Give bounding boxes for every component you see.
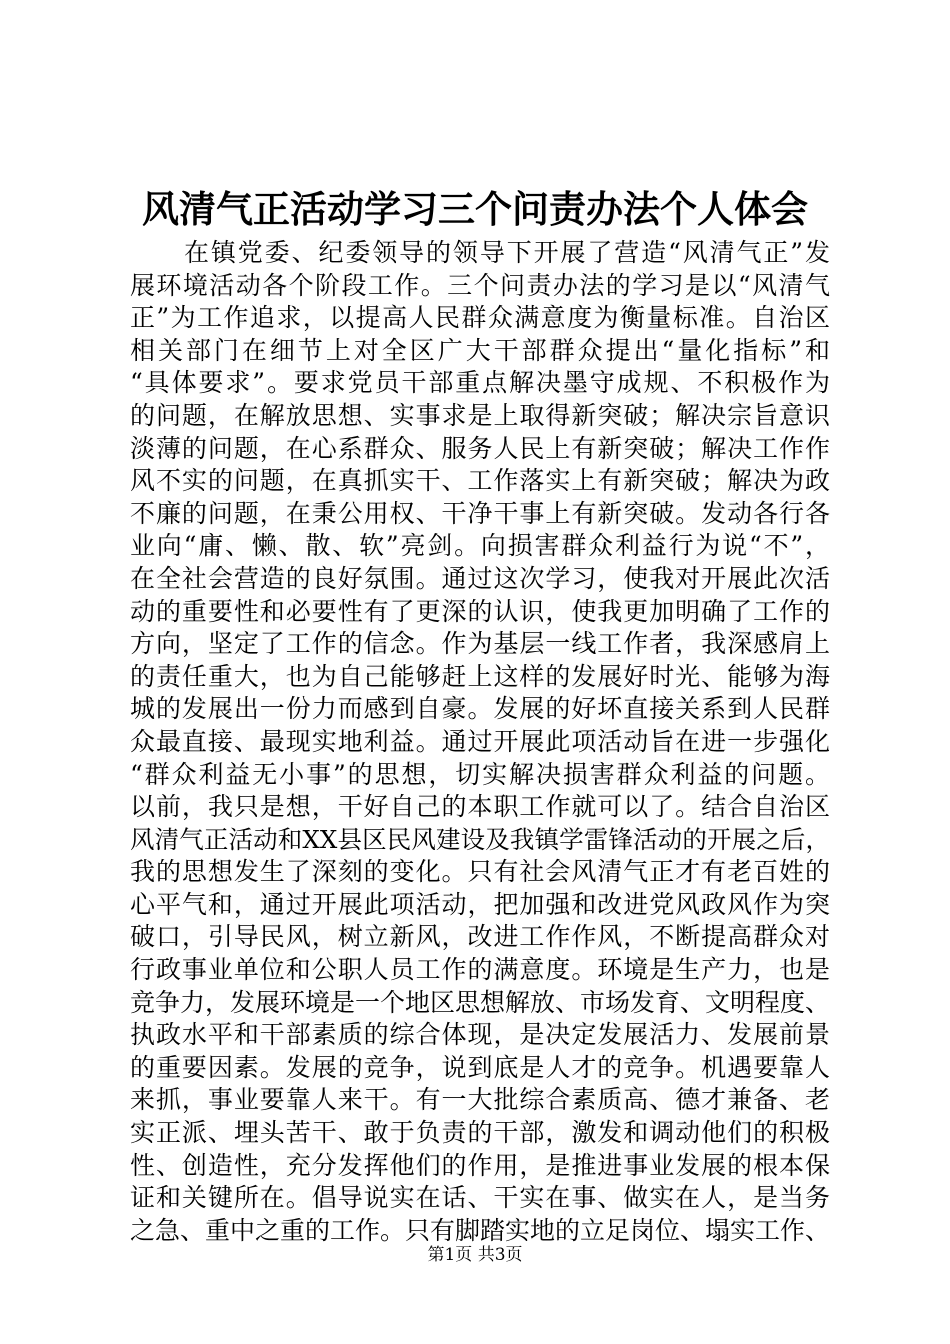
paragraph-line: “群众利益无小事”的思想，切实解决损害群众利益的问题。 <box>130 759 830 789</box>
paragraph-line: 的问题，在解放思想、实事求是上取得新突破；解决宗旨意识 <box>130 400 830 430</box>
paragraph-line: 实正派、埋头苦干、敢于负责的干部，激发和调动他们的积极 <box>130 1118 830 1148</box>
paragraph-line: 性、创造性，充分发挥他们的作用，是推进事业发展的根本保 <box>130 1150 830 1180</box>
page-footer: 第1页 共3页 <box>427 1245 523 1265</box>
paragraph-line: 风不实的问题，在真抓实干、工作落实上有新突破；解决为政 <box>130 466 830 496</box>
paragraph-line: 以前，我只是想，干好自己的本职工作就可以了。结合自治区 <box>130 792 830 822</box>
paragraph-line: 城的发展出一份力而感到自豪。发展的好坏直接关系到人民群 <box>130 694 830 724</box>
paragraph-line: 风清气正活动和XX县区民风建设及我镇学雷锋活动的开展之后， <box>130 824 830 854</box>
paragraph-line: 来抓，事业要靠人来干。有一大批综合素质高、德才兼备、老 <box>130 1085 830 1115</box>
paragraph-line: 在全社会营造的良好氛围。通过这次学习，使我对开展此次活 <box>130 563 830 593</box>
paragraph-line: 不廉的问题，在秉公用权、干净干事上有新突破。发动各行各 <box>130 498 830 528</box>
paragraph-line: 行政事业单位和公职人员工作的满意度。环境是生产力，也是 <box>130 955 830 985</box>
paragraph-line: 展环境活动各个阶段工作。三个问责办法的学习是以“风清气 <box>130 270 830 300</box>
paragraph-line: 相关部门在细节上对全区广大干部群众提出“量化指标”和 <box>130 335 830 365</box>
paragraph-line: 之急、重中之重的工作。只有脚踏实地的立足岗位、塌实工作、 <box>130 1215 830 1245</box>
paragraph-line: 在镇党委、纪委领导的领导下开展了营造“风清气正”发 <box>184 238 830 267</box>
document-body <box>130 237 830 1247</box>
paragraph-line: 方向，坚定了工作的信念。作为基层一线工作者，我深感肩上 <box>130 629 830 659</box>
paragraph-line: 破口，引导民风，树立新风，改进工作作风，不断提高群众对 <box>130 922 830 952</box>
paragraph-line: 的重要因素。发展的竞争，说到底是人才的竞争。机遇要靠人 <box>130 1052 830 1082</box>
paragraph-line: 正”为工作追求，以提高人民群众满意度为衡量标准。自治区 <box>130 303 830 333</box>
paragraph-line: 动的重要性和必要性有了更深的认识，使我更加明确了工作的 <box>130 596 830 626</box>
paragraph-line: 业向“庸、懒、散、软”亮剑。向损害群众利益行为说“不”， <box>130 531 830 561</box>
paragraph-line: 竞争力，发展环境是一个地区思想解放、市场发育、文明程度、 <box>130 987 830 1017</box>
paragraph-line: 我的思想发生了深刻的变化。只有社会风清气正才有老百姓的 <box>130 857 830 887</box>
paragraph-line: 淡薄的问题，在心系群众、服务人民上有新突破；解决工作作 <box>130 433 830 463</box>
paragraph-line: 众最直接、最现实地利益。通过开展此项活动旨在进一步强化 <box>130 726 830 756</box>
paragraph-line: “具体要求”。要求党员干部重点解决墨守成规、不积极作为 <box>130 368 830 398</box>
paragraph-line: 心平气和，通过开展此项活动，把加强和改进党风政风作为突 <box>130 889 830 919</box>
paragraph-line: 的责任重大，也为自己能够赶上这样的发展好时光、能够为海 <box>130 661 830 691</box>
document-title: 风清气正活动学习三个问责办法个人体会 <box>142 187 808 231</box>
paragraph-line: 证和关键所在。倡导说实在话、干实在事、做实在人，是当务 <box>130 1183 830 1213</box>
paragraph-line: 执政水平和干部素质的综合体现，是决定发展活力、发展前景 <box>130 1020 830 1050</box>
